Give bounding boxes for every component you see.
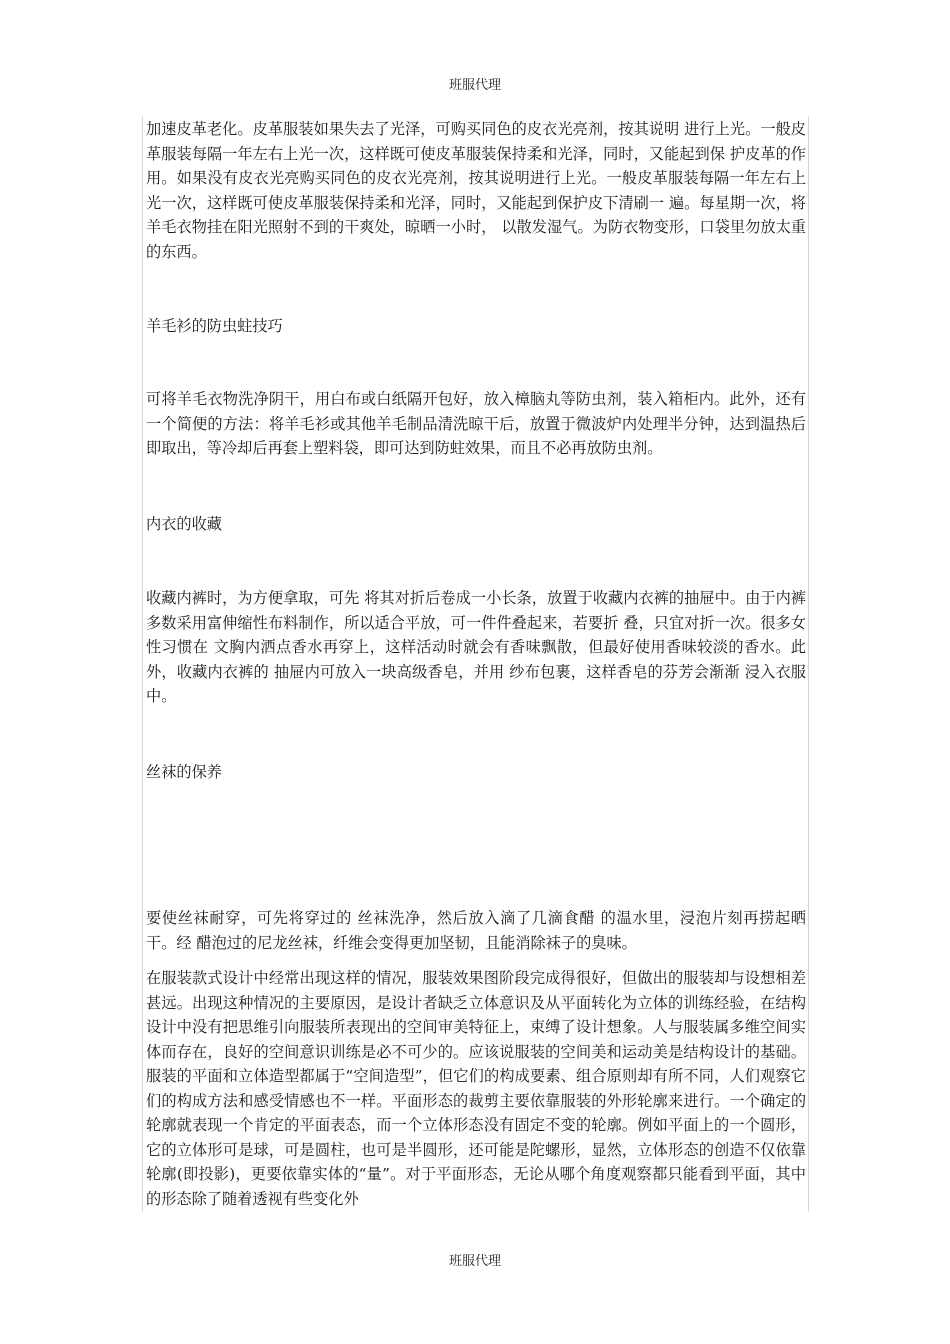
paragraph-garment-design: 在服装款式设计中经常出现这样的情况，服装效果图阶段完成得很好，但做出的服装却与设想相差甚远。出现这种情况的主要原因，是设计者缺乏立体意识及从平面转化为立体的训练经验，在结构设计中没有把思维引向服装所表现出的空间审美特征上，束缚了设计想象。人与服装属多维空间实体而存在，良好的空间意识训练是必不可少的。应该说服装的空间美和运动美是结构设计的基础。服装的平面和立体造型都属于“空间造型”，但它们的构成要素、组合原则却有所不同，人们观察它们的构成方法和感受情感也不一样。平面形态的裁剪主要依靠服装的外形轮廓来进行。一个确定的轮廓就表现一个肯定的平面表态，而一个立体形态没有固定不变的轮廓。例如平面上的一个圆形，它的立体形可是球，可是圆柱，也可是半圆形，还可能是陀螺形，显然，立体形态的创造不仅依靠轮廓(即投影)，更要依靠实体的“量”。对于平面形态，无论从哪个角度观察都只能看到平面，其中的形态除了随着透视有些变化外 bbox=[146, 969, 806, 1208]
section-heading-stocking-care: 丝袜的保养 bbox=[146, 763, 222, 781]
section-heading-underwear-storage: 内衣的收藏 bbox=[146, 515, 222, 533]
page-header: 班服代理 bbox=[448, 78, 501, 93]
left-margin-rule bbox=[142, 116, 143, 1212]
paragraph-underwear-storage: 收藏内裤时，为方便拿取，可先 将其对折后卷成一小长条，放置于收藏内衣裤的抽屉中。由于内裤多数采用富伸缩性布料制作，所以适合平放，可一件件叠起来，若要折 叠，只宜对折一次。很多女性习惯在 文胸内洒点香水再穿上，这样活动时就会有香味飘散，但最好使用香味较淡的香水。此外，收藏内衣裤的 抽屉内可放入一块高级香皂，并用 纱布包裹，这样香皂的芬芳会渐渐 浸入衣服中。 bbox=[146, 589, 806, 705]
right-margin-rule bbox=[808, 116, 809, 1212]
paragraph-leather-care: 加速皮革老化。皮革服装如果失去了光泽，可购买同色的皮衣光亮剂，按其说明 进行上光。一般皮革服装每隔一年左右上光一次，这样既可使皮革服装保持柔和光泽，同时，又能起到保 护皮革的作用。如果没有皮衣光亮购买同色的皮衣光亮剂，按其说明进行上光。一般皮革服装每隔一年左右上光一次，这样既可使皮革服装保持柔和光泽，同时，又能起到保护皮下清刷一 遍。每星期一次，将羊毛衣物挂在阳光照射不到的干爽处，晾晒一小时， 以散发湿气。为防衣物变形，口袋里勿放太重的东西。 bbox=[146, 120, 806, 261]
paragraph-wool-moth: 可将羊毛衣物洗净阴干，用白布或白纸隔开包好，放入樟脑丸等防虫剂，装入箱柜内。此外，还有一个简便的方法：将羊毛衫或其他羊毛制品清洗晾干后，放置于微波炉内处理半分钟，达到温热后即取出，等冷却后再套上塑料袋，即可达到防蛀效果，而且不必再放防虫剂。 bbox=[146, 390, 806, 457]
paragraph-stocking-care: 要使丝袜耐穿，可先将穿过的 丝袜洗净，然后放入滴了几滴食醋 的温水里，浸泡片刻再捞起晒干。经 醋泡过的尼龙丝袜，纤维会变得更加坚韧，且能消除袜子的臭味。 bbox=[146, 909, 806, 952]
section-heading-wool-moth: 羊毛衫的防虫蛀技巧 bbox=[146, 317, 283, 335]
page-footer: 班服代理 bbox=[448, 1254, 501, 1269]
